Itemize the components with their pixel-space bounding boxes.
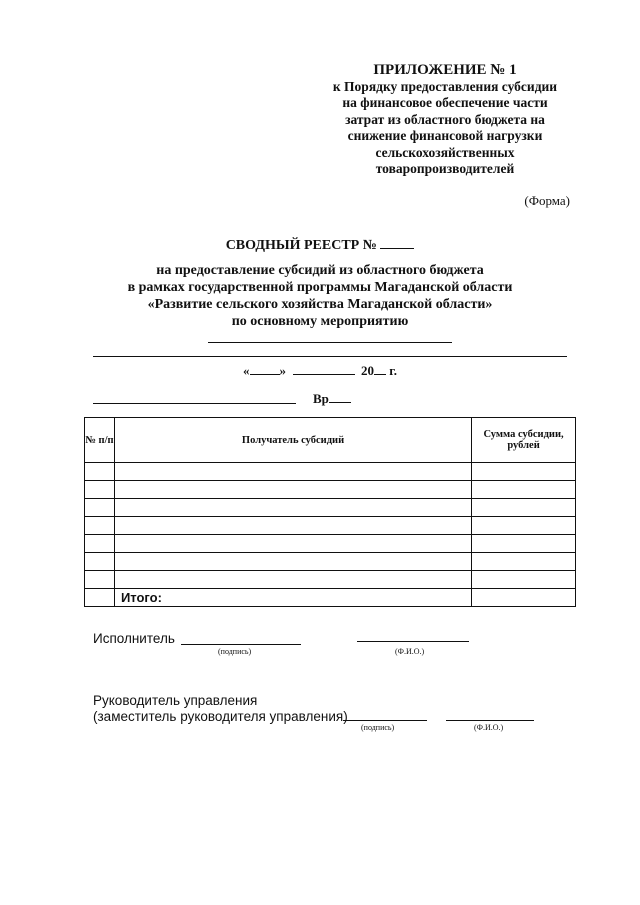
vr-label (313, 390, 351, 407)
table-header-number: № п/п (85, 418, 115, 463)
date-month-blank[interactable] (293, 362, 355, 375)
head-fio-caption: (Ф.И.О.) (474, 723, 504, 732)
executor-signature-line[interactable] (181, 644, 301, 645)
register-subtitle (60, 262, 580, 330)
table-cell[interactable] (114, 499, 471, 517)
table-cell[interactable] (85, 535, 115, 553)
appendix-line: к Порядку предоставления субсидии (332, 78, 558, 94)
vr-left-blank-line[interactable] (93, 403, 296, 404)
table-cell[interactable] (472, 553, 576, 571)
table-cell[interactable] (85, 499, 115, 517)
executor-signature-caption: (подпись) (218, 647, 252, 656)
appendix-line: сельскохозяйственных (375, 144, 515, 160)
table-row[interactable] (85, 535, 576, 553)
table-cell[interactable] (472, 499, 576, 517)
table-cell[interactable] (114, 481, 471, 499)
table-row[interactable] (85, 463, 576, 481)
register-subtitle-line: на предоставление субсидий из областного бюджета (156, 263, 484, 278)
table-header-amount: Сумма субсидии, рублей (472, 418, 576, 463)
table-total-amount-cell[interactable] (472, 589, 576, 607)
executor-label: Исполнитель (93, 631, 175, 646)
vr-blank[interactable] (329, 390, 351, 403)
appendix-line: снижение финансовой нагрузки (347, 128, 543, 143)
table-cell[interactable] (114, 571, 471, 589)
table-row[interactable] (85, 517, 576, 535)
register-subtitle-line: в рамках государственной программы Магаданской области (127, 280, 513, 295)
table-cell[interactable] (85, 517, 115, 535)
table-cell[interactable] (472, 463, 576, 481)
table-row[interactable] (85, 481, 576, 499)
table-cell[interactable] (114, 463, 471, 481)
table-cell[interactable] (472, 481, 576, 499)
register-subtitle-line: по основному мероприятию (231, 314, 409, 329)
table-cell[interactable] (85, 481, 115, 499)
register-number-blank[interactable] (380, 236, 414, 249)
head-label: Руководитель управления (93, 693, 258, 708)
register-subtitle-line: «Развитие сельского хозяйства Магаданской области» (147, 297, 493, 312)
table-cell[interactable] (114, 553, 471, 571)
appendix-block (300, 62, 590, 178)
register-title (0, 236, 640, 254)
date-day-blank[interactable] (250, 362, 280, 375)
activity-blank-line-2[interactable] (93, 356, 567, 357)
activity-blank-line[interactable] (208, 342, 452, 343)
table-total-empty-cell (85, 589, 115, 607)
head-signature-caption: (подпись) (361, 723, 395, 732)
appendix-line: товаропроизводителей (375, 161, 515, 176)
date-year-prefix: 20 (361, 363, 375, 378)
appendix-line: на финансовое обеспечение части (342, 95, 548, 110)
date-close-quote: » (279, 363, 287, 378)
table-total-label: Итого: (114, 589, 471, 607)
register-title-text: СВОДНЫЙ РЕЕСТР № (225, 238, 377, 253)
table-row[interactable] (85, 553, 576, 571)
table-cell[interactable] (85, 553, 115, 571)
table-header-recipient: Получатель субсидий (114, 418, 471, 463)
table-cell[interactable] (472, 535, 576, 553)
table-cell[interactable] (85, 571, 115, 589)
date-open-quote: « (243, 363, 250, 378)
head-label-deputy: (заместитель руководителя управления) (93, 709, 348, 724)
head-signature-line[interactable] (343, 720, 427, 721)
appendix-line: затрат из областного бюджета на (345, 111, 545, 127)
date-row (0, 362, 640, 379)
register-table (84, 417, 576, 607)
form-label: (Форма) (524, 193, 570, 208)
table-total-row (85, 589, 576, 607)
table-cell[interactable] (472, 517, 576, 535)
table-cell[interactable] (472, 571, 576, 589)
vr-label-text: Вр (313, 391, 329, 406)
table-row[interactable] (85, 499, 576, 517)
executor-fio-caption: (Ф.И.О.) (395, 647, 425, 656)
executor-fio-line[interactable] (357, 641, 469, 642)
date-year-blank[interactable] (374, 362, 386, 375)
table-cell[interactable] (114, 517, 471, 535)
table-cell[interactable] (85, 463, 115, 481)
date-year-suffix: г. (389, 363, 397, 378)
appendix-title: ПРИЛОЖЕНИЕ № 1 (373, 62, 517, 78)
table-row[interactable] (85, 571, 576, 589)
table-header-row (85, 418, 576, 463)
head-fio-line[interactable] (446, 720, 534, 721)
table-cell[interactable] (114, 535, 471, 553)
